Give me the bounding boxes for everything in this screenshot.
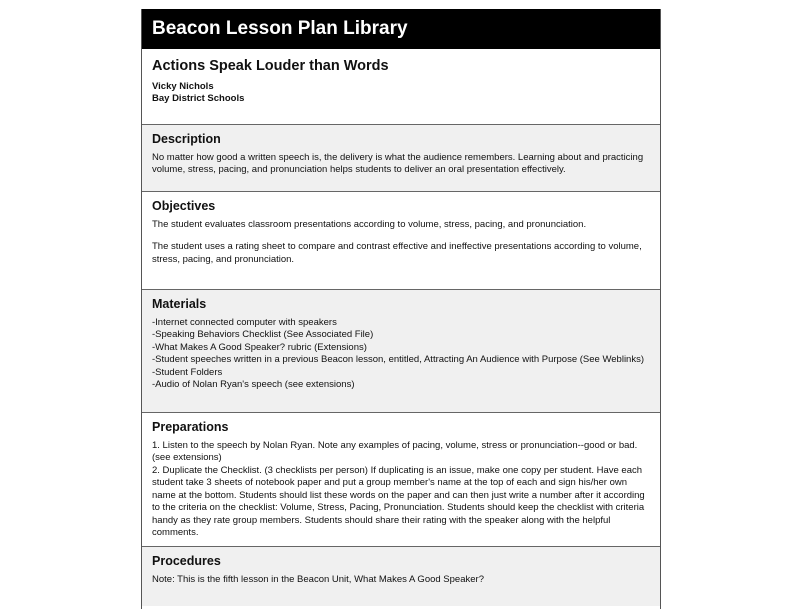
preparation-item: 1. Listen to the speech by Nolan Ryan. Note any examples of pacing, volume, stress or pronunciation--good or bad.(see extensions) xyxy=(152,439,638,463)
materials-section xyxy=(142,289,660,412)
objective-item: The student evaluates classroom presentations according to volume, stress, pacing, and pronunciation. xyxy=(152,218,587,230)
description-text: No matter how good a written speech is, the delivery is what the audience remembers. Learning about and practicing volume, stress, pacing, and pronunciation helps students to deliver an oral presentation effectively. xyxy=(152,151,644,175)
material-item: -Student Folders xyxy=(152,366,223,378)
preparation-item: 2. Duplicate the Checklist. (3 checklists per person) If duplicating is an issue, make one copy per student. Have each student take 3 sheets of notebook paper and put a group member's name at the top of each and sign his/her own name at the bottom. Students should list these words on the paper and can then just write a number after it according to the criteria on the checklist: Volume, Stress, Pacing, Pronunciation. Students should keep the checklist with criteria handy as they rate group members. Students should share their rating with the speaker along with the helpful comments. xyxy=(152,464,645,538)
author: Vicky Nichols xyxy=(152,80,214,92)
preparations-heading: Preparations xyxy=(152,420,229,434)
objective-item: The student uses a rating sheet to compare and contrast effective and ineffective presentations according to volume, stress, pacing, and pronunciation. xyxy=(152,241,642,265)
lesson-title-section xyxy=(142,49,660,124)
description-section xyxy=(142,124,660,191)
materials-heading: Materials xyxy=(152,297,207,311)
material-item: -Speaking Behaviors Checklist (See Associated File) xyxy=(152,329,374,340)
material-item: -Audio of Nolan Ryan's speech (see extensions) xyxy=(152,379,355,390)
material-item: -What Makes A Good Speaker? rubric (Extensions) xyxy=(152,341,367,353)
objectives-section xyxy=(142,191,660,289)
procedures-text: Note: This is the fifth lesson in the Beacon Unit, What Makes A Good Speaker? xyxy=(152,573,484,585)
procedures-heading: Procedures xyxy=(152,554,221,568)
procedures-section xyxy=(142,546,660,606)
material-item: -Student speeches written in a previous Beacon lesson, entitled, Attracting An Audience with Purpose (See Weblinks) xyxy=(152,354,644,365)
lesson-page xyxy=(141,9,661,609)
district: Bay District Schools xyxy=(152,92,245,104)
material-item: -Internet connected computer with speakers xyxy=(152,316,337,328)
objectives-heading: Objectives xyxy=(152,199,216,213)
lesson-title: Actions Speak Louder than Words xyxy=(152,58,389,74)
site-header: Beacon Lesson Plan Library xyxy=(142,9,660,49)
preparations-section xyxy=(142,412,660,546)
description-heading: Description xyxy=(152,132,221,146)
